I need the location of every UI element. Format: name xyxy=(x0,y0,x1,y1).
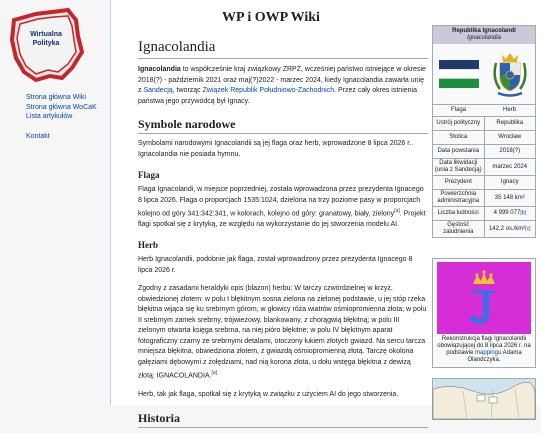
infobox-value: Wrocław xyxy=(498,134,522,140)
infobox-key: Ustrój polityczny xyxy=(433,117,485,130)
infobox-value xyxy=(485,221,536,237)
population-value: 4 999 077 xyxy=(493,210,521,216)
infobox-value: marzec 2024 xyxy=(492,163,528,170)
poland-map-logo-icon xyxy=(6,6,86,86)
infobox-key: Liczba ludności xyxy=(433,207,485,220)
infobox-key: Stolica xyxy=(433,131,485,144)
infobox-value: Ignacy xyxy=(500,179,519,185)
infobox-row xyxy=(433,207,535,221)
nav-article-list[interactable]: Lista artykułów xyxy=(26,113,73,120)
link-zrpz[interactable]: Związek Republik Południowo-Zachodnich xyxy=(202,87,335,94)
old-flag-image[interactable] xyxy=(437,262,531,334)
infobox-row xyxy=(433,145,535,159)
infobox-images xyxy=(433,44,535,105)
coat-of-arms-image[interactable] xyxy=(484,44,535,104)
coat-blazon-text: Zgodny z zasadami heraldyki opis (blazon) herbu: W tarczy czwórdzielnej w krzyż, obwiedzionej złotem: w polu I błękitnym sosna zielona na zielonej podstawie, u jej stóp rzeka błękitna wijąca się ku srebrnym górom, w głowicy róża wiatrów ośmiopromienna złota; w polu II srebrnym zamek srebrny, trójwieżowy, blankowany, z chorągwią błękitną; w polu III zielonym otwarta księga srebrna, na niej pióro błękitne; w polu IV błękitnym aparat fotograficzny czarny ze srebrnymi detalami, otoczony łukiem złotych gwiazd. Na sercu tarcza mniejsza błękitna, obwiedziona złotem, z gwiazdą ośmiopromienną złotą. Tarczę okolona gałęziami dębowymi z żołędziami, nad nią korona złota, u dołu wstęga błękitna z dewizą złotą: IGNACOLANDIA. xyxy=(138,285,427,380)
infobox-key: Powierzchnia administracyjna xyxy=(433,190,485,206)
intro-paragraph xyxy=(138,65,428,107)
infobox-row xyxy=(433,117,535,131)
region-map-icon xyxy=(433,379,535,419)
coat-paragraph-2 xyxy=(138,284,428,382)
intro-text-2: , tworząc xyxy=(172,87,203,94)
footnote-ref[interactable]: [b] xyxy=(520,210,526,216)
link-mapping[interactable]: mappingu xyxy=(474,350,502,356)
infobox-row xyxy=(433,190,535,207)
heading-symbols: Symbole narodowe xyxy=(138,117,428,134)
article-body xyxy=(138,38,428,433)
crown-letter-flag-icon xyxy=(437,262,531,334)
intro-text-1: to współcześnie kraj związkowy ZRPZ, wcześniej państwo istniejące w okresie 2018(?) - październik 2021 oraz maj(?)2022 - marzec 2024, kiedy Ignacolandia zawarła unię z xyxy=(138,66,426,94)
infobox xyxy=(432,25,536,238)
nav-contact[interactable]: Kontakt xyxy=(26,132,50,140)
infobox-subtitle: Ignacolandia xyxy=(466,35,502,41)
article-title: Ignacolandia xyxy=(138,38,428,59)
caption-text-2: Adama Olandczyka. xyxy=(467,350,522,363)
infobox-value: 35 148 km² xyxy=(494,194,525,201)
infobox-title: Republika Ignacolandi xyxy=(452,28,516,34)
intro-bold-name: Ignacolandia xyxy=(138,66,181,73)
infobox-value: 2018(?) xyxy=(499,148,521,154)
logo-text-line1: Wirtualna xyxy=(30,31,62,38)
flag-caption: Flaga xyxy=(450,107,466,113)
site-title: WP i OWP Wiki xyxy=(222,10,320,25)
infobox-captions xyxy=(433,105,535,117)
coat-caption: Herb xyxy=(502,107,516,113)
infobox-key: Prezydent xyxy=(433,176,485,189)
infobox-key: Data powstania xyxy=(433,145,485,158)
nav-main-wocak[interactable]: Strona główna WoCaK xyxy=(26,103,97,111)
old-flag-caption xyxy=(433,336,535,367)
infobox-row xyxy=(433,131,535,145)
footnote-ref[interactable]: [a] xyxy=(211,370,218,377)
heading-flag: Flaga xyxy=(138,170,160,180)
ignacolandia-flag-icon xyxy=(439,60,479,88)
infobox-value xyxy=(485,207,536,220)
heading-history: Historia xyxy=(138,411,428,428)
flag-text: Flaga Ignacolandi, w miejsce poprzedniej, została wprowadzona przez prezydenta Ignacego 8 lipca 2026. Flaga o proporcjach 1535:1024, dzielona na trzy poziome pasy w proporcjach kolejno od góry 341:342:341, w kolorach, kolejno od góry: granatowy, biały, zielony xyxy=(138,186,424,218)
footnote-ref[interactable]: [c] xyxy=(525,225,531,232)
coat-paragraph-1: Herb Ignacolandii, podobnie jak flaga, został wprowadzony przez prezydenta Ignacego 8 lipca 2026 r. xyxy=(138,256,413,274)
map-image[interactable] xyxy=(432,378,536,420)
flag-image[interactable] xyxy=(433,44,484,104)
link-sandecja[interactable]: Sandecją xyxy=(143,87,173,94)
infobox-header xyxy=(433,26,535,44)
intro-text-3: . Przez cały okres istnienia państwa jego przywódcą był Ignacy. xyxy=(138,87,417,105)
caption-text-1: Rekonstrukcja flagi Ignacolandii obowiązującej do 8 lipca 2026 r. na podstawie xyxy=(437,336,531,356)
logo-text-line2: Polityka xyxy=(32,40,60,47)
footnote-ref[interactable]: [a] xyxy=(394,208,400,214)
infobox-key: Data likwidacji (unia z Sandecją) xyxy=(433,159,485,175)
infobox-row xyxy=(433,159,535,176)
site-logo[interactable] xyxy=(6,6,86,86)
old-flag-figure xyxy=(432,258,536,368)
infobox-row xyxy=(433,221,535,237)
coat-of-arms-icon xyxy=(490,49,530,99)
heading-coat-of-arms: Herb xyxy=(138,240,158,251)
nav-main-wiki[interactable]: Strona główna Wiki xyxy=(26,94,86,101)
sidebar-navigation xyxy=(26,93,97,141)
flag-paragraph xyxy=(138,185,428,230)
flag-text-2: . Projekt flagi spotkał się z krytyką, ze względu na wykorzystanie do jej stworzenia modelu AI. xyxy=(138,210,426,228)
density-value: 142,2 os./km² xyxy=(488,225,526,232)
coat-paragraph-3: Herb, tak jak flaga, spotkał się z krytyką w związku z użyciem AI do jego stworzenia. xyxy=(138,391,399,399)
infobox-key: Gęstość zaludnienia xyxy=(433,221,485,237)
symbols-paragraph: Symbolami narodowymi Ignacolandii są jej flaga oraz herb, wprowadzone 8 lipca 2026 r.. Ignacolandia nie posiada hymnu. xyxy=(138,140,414,158)
infobox-value: Republika xyxy=(496,120,524,126)
infobox-row xyxy=(433,176,535,190)
